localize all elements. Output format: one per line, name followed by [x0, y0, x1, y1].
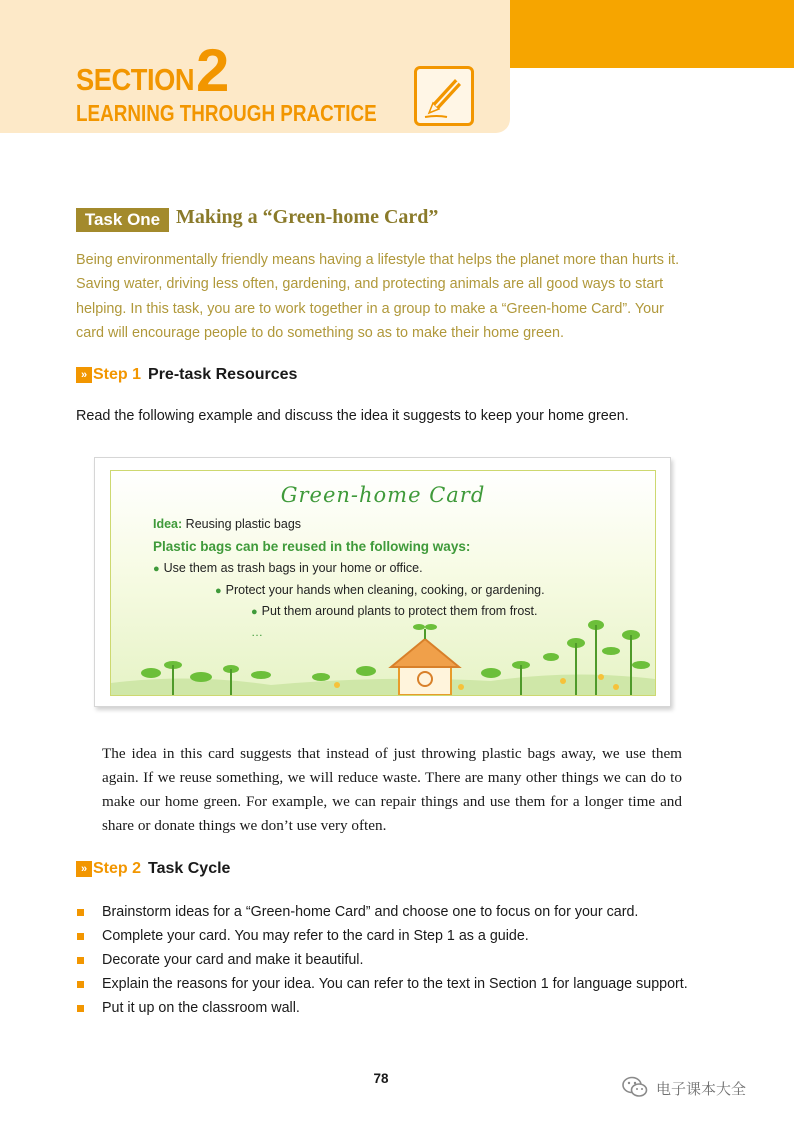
card-title: Green-home Card [280, 483, 486, 507]
card-idea [153, 517, 301, 531]
bullet-icon: ● [251, 606, 258, 618]
section-number: 2 [196, 37, 230, 104]
list-item: Put it up on the classroom wall. [76, 996, 688, 1020]
green-home-card [110, 470, 656, 696]
header-accent-bar [510, 0, 794, 68]
section-label: SECTION [76, 62, 195, 97]
card-ways-heading: Plastic bags can be reused in the following ways: [153, 539, 471, 554]
list-item: Brainstorm ideas for a “Green-home Card” and choose one to focus on for your card. [76, 900, 688, 924]
step1-title: Pre-task Resources [148, 366, 298, 383]
card-way-item: ● Protect your hands when cleaning, cooking, or gardening. [215, 583, 545, 597]
pen-icon [414, 66, 474, 126]
watermark-text: 电子课本大全 [656, 1080, 747, 1098]
list-item: Explain the reasons for your idea. You can refer to the text in Section 1 for language support. [76, 972, 688, 996]
section-subtitle: LEARNING THROUGH PRACTICE [76, 100, 377, 126]
card-way-item: ● Use them as trash bags in your home or office. [153, 561, 423, 575]
step2-heading [76, 860, 230, 882]
step1-instruction: Read the following example and discuss the idea it suggests to keep your home green. [76, 408, 629, 424]
step1-heading [76, 366, 297, 388]
card-way-item: ● Put them around plants to protect them from frost. [251, 604, 538, 618]
card-idea-text: Reusing plastic bags [185, 517, 302, 531]
card-explanation: The idea in this card suggests that instead of just throwing plastic bags away, we use them again. If we reuse something, we will reduce waste. There are many other things we can do to make our home green. For example, we can repair things and use them for a longer time and share or donate things we don’t use very often. [102, 745, 682, 834]
step2-title: Task Cycle [148, 860, 231, 877]
list-item: Complete your card. You may refer to the card in Step 1 as a guide. [76, 924, 688, 948]
step2-arrow-icon: » [76, 861, 92, 877]
wechat-icon [621, 1075, 649, 1099]
task-cycle-list [76, 900, 688, 1020]
bullet-icon: ● [215, 585, 222, 597]
page-number: 78 [373, 1071, 389, 1086]
garden-illustration [111, 595, 655, 695]
card-ellipsis: … [251, 625, 263, 639]
step1-arrow-icon: » [76, 367, 92, 383]
card-idea-label: Idea: [153, 517, 183, 531]
bullet-icon: ● [153, 563, 160, 575]
task-tag: Task One [76, 208, 169, 232]
task-title: Making a “Green-home Card” [176, 206, 439, 228]
step2-label: Step 2 [93, 860, 142, 877]
task-intro: Being environmentally friendly means having a lifestyle that helps the planet more than hurts it. Saving water, driving less often, gardening, and protecting animals are all good ways to start helping. In this task, you are to work together in a group to make a “Green-home Card”. Your card will encourage people to do something so as to make their home green. [76, 252, 680, 341]
list-item: Decorate your card and make it beautiful. [76, 948, 688, 972]
step1-label: Step 1 [93, 366, 142, 383]
